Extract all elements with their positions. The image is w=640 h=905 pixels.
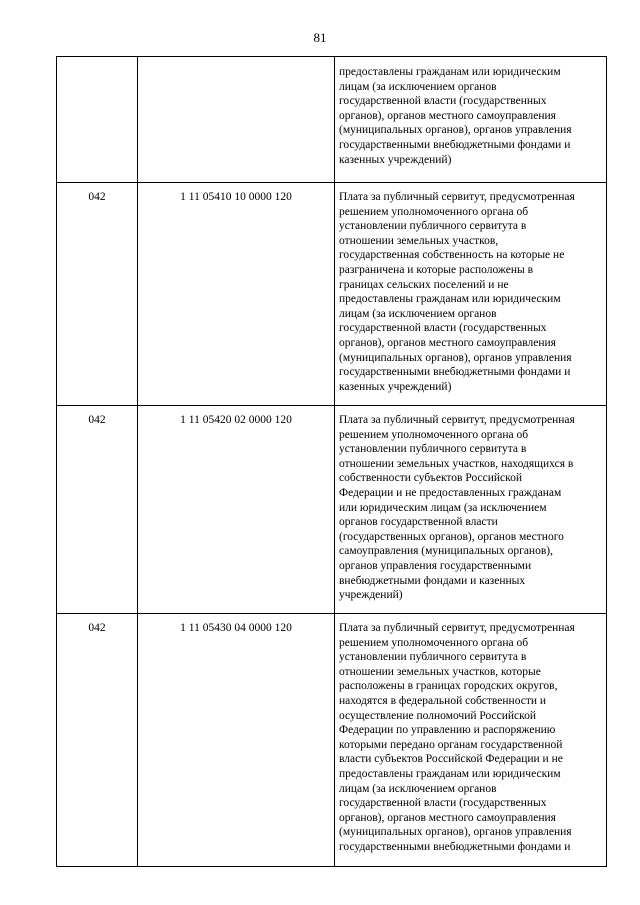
revenue-name-line: государственными внебюджетными фондами и (339, 138, 571, 151)
revenue-code-cell: 1 11 05420 02 0000 120 (138, 406, 335, 614)
revenue-name-line: государственными внебюджетными фондами и (339, 840, 571, 853)
revenue-name-line: органов управления государственными (339, 559, 532, 572)
revenue-name-line: государственная собственность на которые не (339, 249, 565, 262)
page-number: 81 (313, 30, 327, 45)
revenue-name-line: учреждений) (339, 589, 403, 602)
table-row (57, 57, 607, 183)
revenue-name-line: расположены в границах городских округов, (339, 680, 558, 693)
revenue-name-line: власти субъектов Российской Федерации и не (339, 753, 563, 766)
admin-code-cell (57, 57, 138, 183)
revenue-name-line: органов государственной власти (339, 516, 498, 529)
revenue-name-line: установлении публичного сервитута в (339, 220, 527, 233)
revenue-name-line: государственной власти (государственных (339, 797, 547, 810)
revenue-name-line: внебюджетными фондами и казенных (339, 574, 526, 587)
revenue-name-line: границах сельских поселений и не (339, 278, 509, 291)
revenue-name-line: которыми передано органам государственной (339, 738, 563, 751)
revenue-name-line: государственной власти (государственных (339, 95, 547, 108)
revenue-code-cell (138, 57, 335, 183)
revenue-name-line: органов), органов местного самоуправления (339, 109, 556, 122)
revenue-name-line: предоставлены гражданам или юридическим (339, 767, 561, 780)
table-body (57, 57, 607, 867)
admin-code-cell: 042 (57, 183, 138, 406)
admin-code-cell: 042 (57, 614, 138, 867)
revenue-name-line: Плата за публичный сервитут, предусмотренная (339, 414, 575, 426)
revenue-name-line: органов), органов местного самоуправления (339, 811, 556, 824)
revenue-name-line: самоуправления (муниципальных органов), (339, 545, 553, 558)
revenue-name-line: собственности субъектов Российской (339, 472, 523, 485)
revenue-code-cell: 1 11 05430 04 0000 120 (138, 614, 335, 867)
revenue-name-line: решением уполномоченного органа об (339, 205, 529, 218)
revenue-name-line: находятся в федеральной собственности и (339, 694, 547, 707)
revenue-name-cell (335, 183, 607, 406)
revenue-name-cell (335, 57, 607, 183)
table-row (57, 406, 607, 614)
revenue-name-line: Федерации и не предоставленных гражданам (339, 486, 562, 499)
revenue-name-line: лицам (за исключением органов (339, 782, 497, 795)
revenue-name-line: Плата за публичный сервитут, предусмотренная (339, 191, 575, 203)
revenue-name-line: лицам (за исключением органов (339, 307, 497, 320)
revenue-name-cell (335, 406, 607, 614)
revenue-codes-table (56, 56, 607, 867)
revenue-name-cell (335, 614, 607, 867)
revenue-name-line: установлении публичного сервитута в (339, 651, 527, 664)
revenue-name-line: казенных учреждений) (339, 153, 452, 166)
revenue-name-line: лицам (за исключением органов (339, 80, 497, 93)
revenue-name-line: предоставлены гражданам или юридическим (339, 293, 561, 306)
revenue-name-line: решением уполномоченного органа об (339, 428, 529, 441)
revenue-name-line: казенных учреждений) (339, 380, 452, 393)
table-row (57, 183, 607, 406)
revenue-name-line: Плата за публичный сервитут, предусмотренная (339, 622, 575, 634)
admin-code-cell: 042 (57, 406, 138, 614)
table-row (57, 614, 607, 867)
revenue-name-line: решением уполномоченного органа об (339, 636, 529, 649)
revenue-name-line: отношении земельных участков, которые (339, 665, 541, 678)
revenue-name-line: (муниципальных органов), органов управления (339, 826, 572, 839)
revenue-name-line: предоставлены гражданам или юридическим (339, 66, 561, 78)
revenue-name-line: (муниципальных органов), органов управления (339, 124, 572, 137)
revenue-name-line: органов), органов местного самоуправления (339, 336, 556, 349)
revenue-code-cell: 1 11 05410 10 0000 120 (138, 183, 335, 406)
revenue-name-line: (муниципальных органов), органов управления (339, 351, 572, 364)
revenue-name-line: отношении земельных участков, находящихся в (339, 457, 574, 470)
revenue-name-line: (государственных органов), органов местного (339, 530, 564, 543)
revenue-name-line: или юридическим лицам (за исключением (339, 501, 547, 514)
revenue-name-line: государственными внебюджетными фондами и (339, 366, 571, 379)
revenue-name-line: осуществление полномочий Российской (339, 709, 537, 722)
revenue-name-line: установлении публичного сервитута в (339, 443, 527, 456)
revenue-name-line: Федерации по управлению и распоряжению (339, 724, 556, 737)
revenue-name-line: отношении земельных участков, (339, 234, 499, 247)
revenue-name-line: разграничена и которые расположены в (339, 263, 534, 276)
revenue-name-line: государственной власти (государственных (339, 322, 547, 335)
